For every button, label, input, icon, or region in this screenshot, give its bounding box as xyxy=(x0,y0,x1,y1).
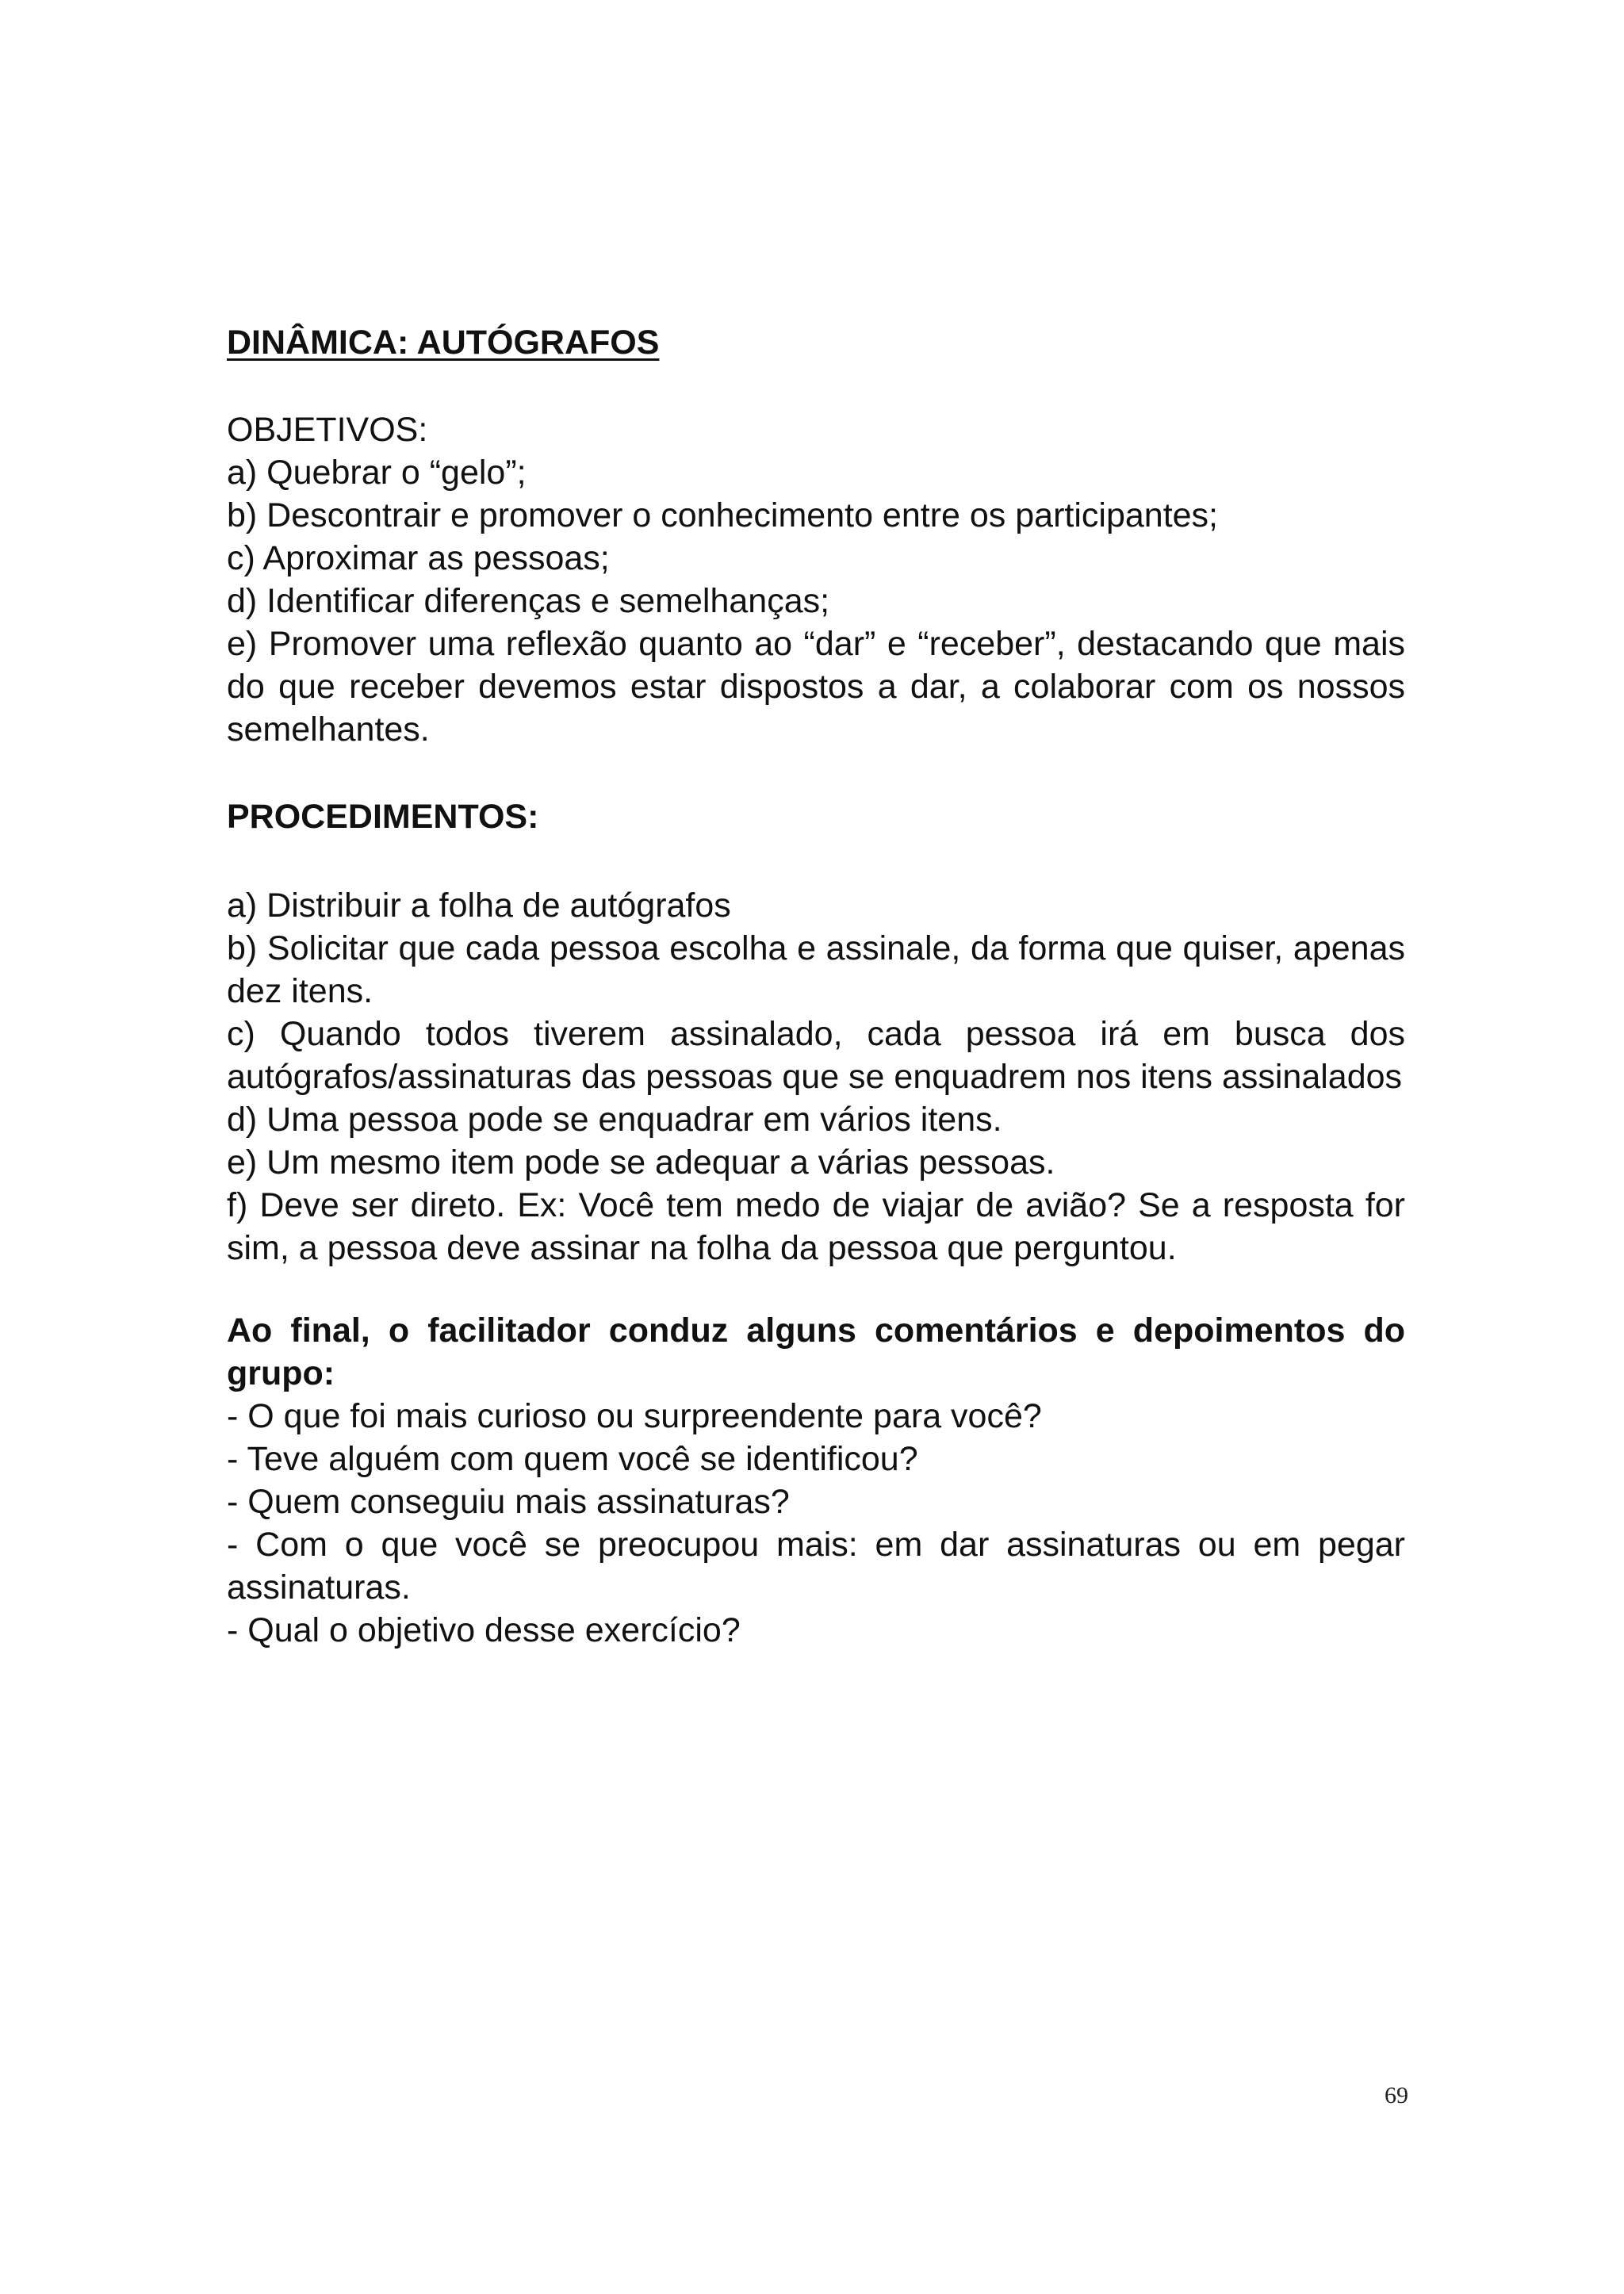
procedimento-item: a) Distribuir a folha de autógrafos xyxy=(227,887,731,925)
objetivo-item: c) Aproximar as pessoas; xyxy=(227,539,610,577)
spacer xyxy=(227,751,1405,795)
document-title: DINÂMICA: AUTÓGRAFOS xyxy=(227,324,660,362)
final-question: - Quem conseguiu mais assinaturas? xyxy=(227,1483,790,1521)
procedimento-item: f) Deve ser direto. Ex: Você tem medo de viajar de avião? Se a resposta for sim, a pessoa deve assinar na folha da pessoa que perguntou. xyxy=(227,1186,1405,1267)
objetivo-item: b) Descontrair e promover o conhecimento entre os participantes; xyxy=(227,496,1219,534)
page-number: 69 xyxy=(1385,2082,1408,2108)
final-heading: Ao final, o facilitador conduz alguns comentários e depoimentos do grupo: xyxy=(227,1312,1405,1392)
objetivo-item: a) Quebrar o “gelo”; xyxy=(227,454,527,492)
objetivos-heading: OBJETIVOS: xyxy=(227,411,428,449)
objetivos-section xyxy=(227,408,1405,751)
objetivo-item: e) Promover uma reflexão quanto ao “dar” e “receber”, destacando que mais do que receber devemos estar dispostos a dar, a colaborar com os nossos semelhantes. xyxy=(227,625,1405,749)
procedimentos-heading: PROCEDIMENTOS: xyxy=(227,798,539,836)
spacer xyxy=(227,838,1405,884)
objetivo-item: d) Identificar diferenças e semelhanças; xyxy=(227,582,830,620)
procedimento-item: b) Solicitar que cada pessoa escolha e assinale, da forma que quiser, apenas dez itens. xyxy=(227,929,1405,1010)
final-question: - O que foi mais curioso ou surpreendente para você? xyxy=(227,1397,1042,1435)
procedimento-item: e) Um mesmo item pode se adequar a várias pessoas. xyxy=(227,1143,1055,1181)
procedimentos-section xyxy=(227,795,1405,1270)
page-content xyxy=(227,321,1405,1652)
final-question: - Com o que você se preocupou mais: em dar assinaturas ou em pegar assinaturas. xyxy=(227,1526,1405,1607)
final-question: - Teve alguém com quem você se identificou? xyxy=(227,1440,918,1478)
spacer xyxy=(227,1270,1405,1309)
procedimento-item: c) Quando todos tiverem assinalado, cada pessoa irá em busca dos autógrafos/assinaturas das pessoas que se enquadrem nos itens assinalados xyxy=(227,1015,1405,1096)
procedimento-item: d) Uma pessoa pode se enquadrar em vários itens. xyxy=(227,1101,1002,1139)
final-section xyxy=(227,1309,1405,1652)
final-question: - Qual o objetivo desse exercício? xyxy=(227,1611,741,1649)
